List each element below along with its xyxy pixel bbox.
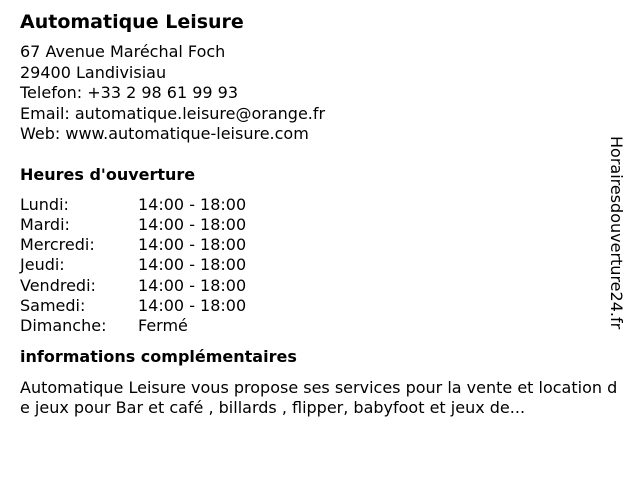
time-value: 14:00 - 18:00: [138, 255, 247, 275]
hours-row-tuesday: [20, 215, 620, 235]
phone[interactable]: Telefon: +33 2 98 61 99 93: [20, 83, 239, 102]
address-line-1: 67 Avenue Maréchal Foch: [20, 42, 226, 61]
time-value: 14:00 - 18:00: [138, 235, 247, 255]
time-value: 14:00 - 18:00: [138, 214, 247, 234]
time-value: 14:00 - 18:00: [138, 275, 247, 295]
day-label: Lundi:: [20, 194, 69, 214]
hours-row-friday: [20, 276, 620, 296]
opening-hours-title: Heures d'ouverture: [20, 164, 196, 184]
opening-hours-table: [20, 195, 620, 337]
day-label: Samedi:: [20, 295, 86, 315]
address-line-2: 29400 Landivisiau: [20, 62, 167, 82]
day-label: Dimanche:: [20, 316, 107, 336]
hours-row-wednesday: [20, 235, 620, 255]
hours-row-saturday: [20, 296, 620, 316]
additional-info-text: Automatique Leisure vous propose ses services pour la vente et location de jeux pour Bar et café , billards , flipper, babyfoot et jeux de...: [20, 377, 618, 418]
day-label: Mercredi:: [20, 235, 95, 255]
day-label: Mardi:: [20, 214, 70, 234]
website[interactable]: Web: www.automatique-leisure.com: [20, 124, 309, 143]
business-info: [20, 10, 620, 419]
day-label: Vendredi:: [20, 275, 96, 295]
additional-info-title: informations complémentaires: [20, 346, 297, 366]
hours-row-thursday: [20, 255, 620, 275]
email[interactable]: Email: automatique.leisure@orange.fr: [20, 103, 326, 123]
hours-row-monday: [20, 195, 620, 215]
time-value: 14:00 - 18:00: [138, 194, 247, 214]
business-name: Automatique Leisure: [20, 11, 244, 33]
time-value: 14:00 - 18:00: [138, 295, 247, 315]
hours-row-sunday: [20, 316, 620, 336]
day-label: Jeudi:: [20, 255, 65, 275]
time-value: Fermé: [138, 316, 188, 336]
vertical-site-brand[interactable]: Horairesdouverture24.fr: [607, 136, 626, 330]
